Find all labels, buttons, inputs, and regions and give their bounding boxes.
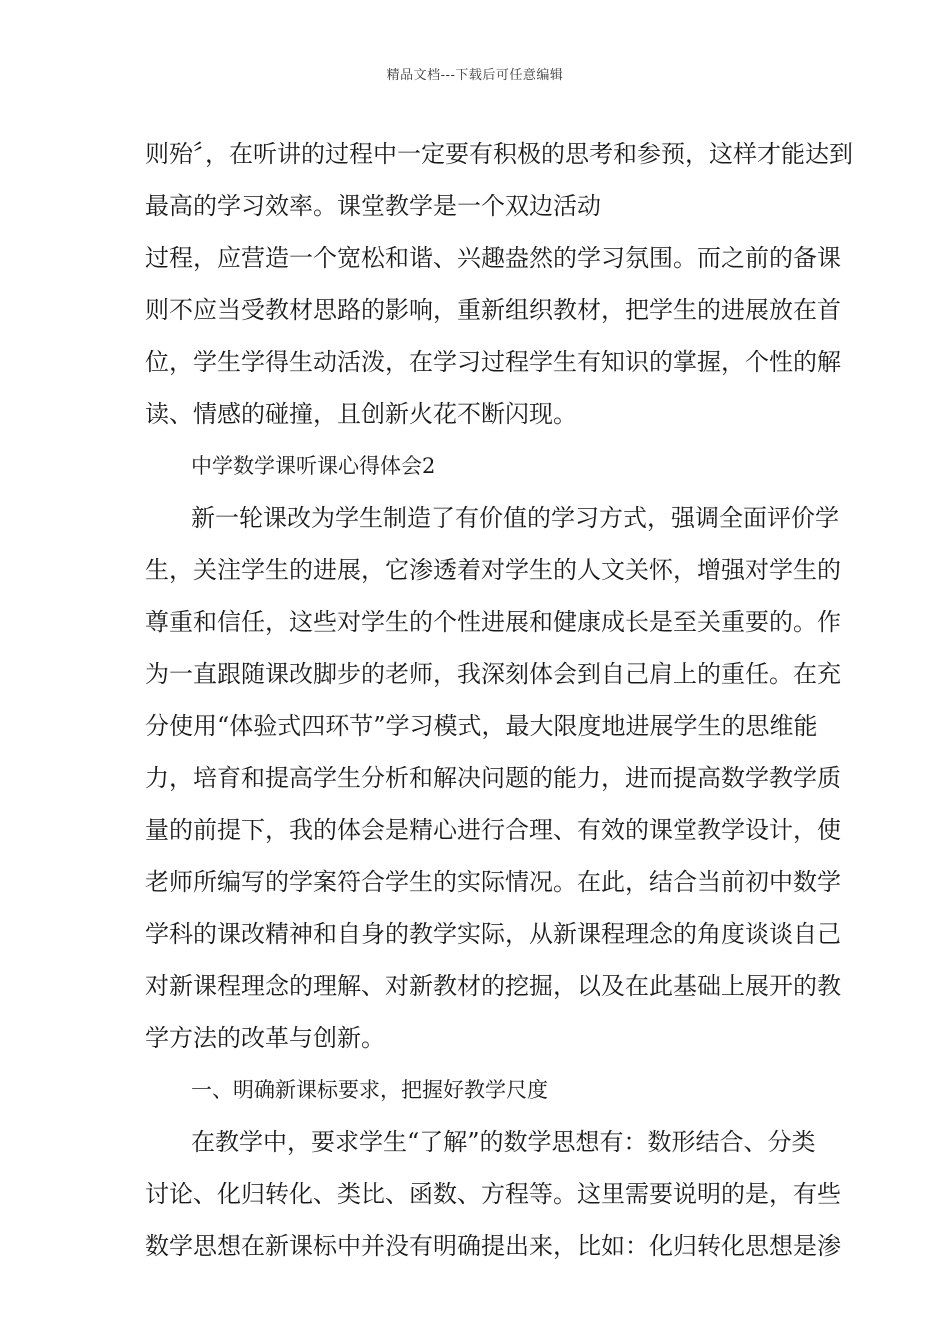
section-heading: 中学数学课听课心得体会2	[191, 454, 436, 478]
text-line: 数学思想在新课标中并没有明确提出来，比如：化归转化思想是渗	[145, 1232, 841, 1260]
text-line: 学科的课改精神和自身的教学实际，从新课程理念的角度谈谈自己	[145, 920, 841, 948]
text-line: 学方法的改革与创新。	[145, 1024, 385, 1052]
text-line: 尊重和信任，这些对学生的个性进展和健康成长是至关重要的。作	[145, 608, 841, 636]
text-line: 量的前提下，我的体会是精心进行合理、有效的课堂教学设计，使	[145, 816, 841, 844]
text-line: 过程，应营造一个宽松和谐、兴趣盎然的学习氛围。而之前的备课	[145, 244, 841, 272]
text-line: 分使用“体验式四环节”学习模式，最大限度地进展学生的思维能	[145, 712, 818, 740]
text-line: 最高的学习效率。课堂教学是一个双边活动	[145, 192, 601, 220]
text-line: 位，学生学得生动活泼，在学习过程学生有知识的掌握，个性的解	[145, 348, 841, 376]
text-line: 讨论、化归转化、类比、函数、方程等。这里需要说明的是，有些	[145, 1180, 841, 1208]
text-line: 在教学中，要求学生“了解”的数学思想有：数形结合、分类	[191, 1128, 816, 1156]
text-line: 老师所编写的学案符合学生的实际情况。在此，结合当前初中数学	[145, 868, 841, 896]
text-line: 则不应当受教材思路的影响，重新组织教材，把学生的进展放在首	[145, 296, 841, 324]
document-body	[145, 128, 853, 1272]
text-line: 新一轮课改为学生制造了有价值的学习方式，强调全面评价学	[191, 504, 839, 532]
text-line: 则殆〞，在听讲的过程中一定要有积极的思考和参预，这样才能达到	[145, 140, 853, 168]
section-heading: 一、明确新课标要求，把握好教学尺度	[191, 1078, 548, 1102]
text-line: 为一直跟随课改脚步的老师，我深刻体会到自己肩上的重任。在充	[145, 660, 841, 688]
text-line: 读、情感的碰撞，且创新火花不断闪现。	[145, 400, 577, 428]
page-header: 精品文档---下载后可任意编辑	[386, 68, 564, 83]
text-line: 对新课程理念的理解、对新教材的挖掘，以及在此基础上展开的教	[145, 972, 841, 1000]
text-line: 生，关注学生的进展，它渗透着对学生的人文关怀，增强对学生的	[145, 556, 841, 584]
text-line: 力，培育和提高学生分析和解决问题的能力，进而提高数学教学质	[145, 764, 841, 792]
